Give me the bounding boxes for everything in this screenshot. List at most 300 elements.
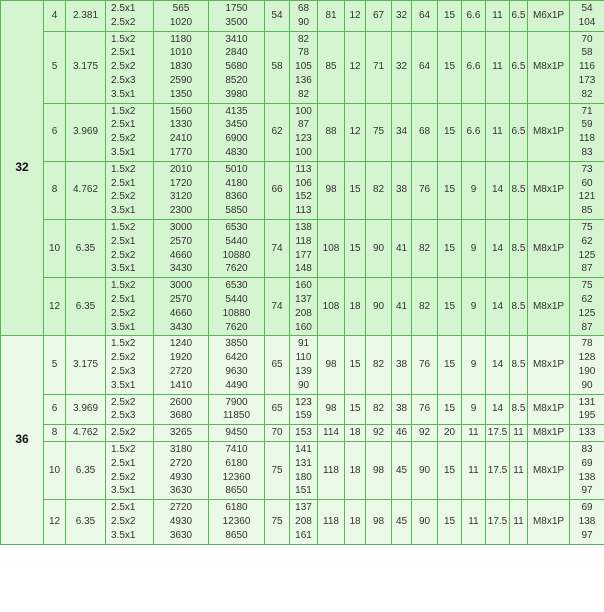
oil-hole-cell: M8x1P <box>528 394 570 425</box>
dim-x-cell: 76 <box>412 161 438 219</box>
circuits-cell <box>106 441 154 499</box>
dim-s-cell: 38 <box>392 336 412 394</box>
static-load-cell <box>209 31 265 103</box>
nut-length-cell-value: 131 <box>295 457 312 469</box>
stiffness-cell-value: 195 <box>578 410 596 422</box>
dynamic-load-cell-value: 1010 <box>169 47 193 59</box>
oil-hole-cell: M6x1P <box>528 1 570 32</box>
circuits-cell-value: 2.5x1 <box>111 235 136 247</box>
dynamic-load-cell-value: 1770 <box>169 146 193 158</box>
dynamic-load-cell-value: 1830 <box>169 61 193 73</box>
nut-length-cell-value: 177 <box>295 249 312 261</box>
nut-length-cell-value: 141 <box>295 443 312 455</box>
stiffness-cell-value: 54 <box>581 3 593 14</box>
dynamic-load-cell-value: 1330 <box>169 119 193 131</box>
flange-diameter-cell: 98 <box>318 161 345 219</box>
stiffness-cell-value: 62 <box>581 235 593 247</box>
circuits-cell-value: 3.5x1 <box>111 321 136 333</box>
table-row <box>1 1 604 32</box>
oil-hole-cell: M8x1P <box>528 336 570 394</box>
circuits-cell-value: 2.5x2 <box>111 249 136 261</box>
flange-thickness-cell: 12 <box>345 1 366 32</box>
dynamic-load-cell-value: 3265 <box>169 427 193 439</box>
nut-length-cell <box>290 278 318 336</box>
nut-length-cell <box>290 1 318 32</box>
pcd-cell: 82 <box>366 161 392 219</box>
dim-x-cell: 64 <box>412 1 438 32</box>
static-load-cell-value: 3450 <box>225 119 248 131</box>
lead-cell: 12 <box>44 500 66 544</box>
circuits-cell-value: 3.5x1 <box>111 379 136 391</box>
static-load-cell-value: 3410 <box>225 33 248 45</box>
dim-y-cell: 15 <box>438 394 462 425</box>
circuits-cell-value: 1.5x2 <box>111 221 136 233</box>
stiffness-cell-value: 90 <box>581 379 593 391</box>
dim-z-cell: 9 <box>462 336 486 394</box>
circuits-cell-value: 2.5x1 <box>111 177 136 189</box>
dim-x-cell: 90 <box>412 500 438 544</box>
stiffness-cell <box>570 103 604 161</box>
nut-diameter-cell: 65 <box>265 336 290 394</box>
nut-length-cell-value: 78 <box>297 47 310 59</box>
dim-y-cell: 15 <box>438 103 462 161</box>
dim-z-cell: 6.6 <box>462 1 486 32</box>
nut-length-cell-value: 138 <box>295 221 312 233</box>
stiffness-cell-value: 104 <box>578 16 596 28</box>
stiffness-cell <box>570 394 604 425</box>
circuits-cell-value: 2.5x2 <box>111 191 136 203</box>
static-load-cell-value: 5010 <box>225 163 248 175</box>
nut-length-cell-value: 100 <box>295 146 312 158</box>
lead-cell: 6 <box>44 103 66 161</box>
nut-length-cell-value: 151 <box>295 485 312 497</box>
static-load-cell <box>209 278 265 336</box>
nut-length-cell-value: 113 <box>295 163 312 175</box>
dim-s-cell: 32 <box>392 1 412 32</box>
dynamic-load-cell-value: 1240 <box>169 338 193 350</box>
dim-s-cell: 41 <box>392 278 412 336</box>
dim-h-cell: 14 <box>486 336 510 394</box>
static-load-cell-value: 2840 <box>225 47 248 59</box>
circuits-cell-value: 3.5x1 <box>111 263 136 275</box>
nut-diameter-cell: 62 <box>265 103 290 161</box>
dynamic-load-cell-value: 2720 <box>169 502 193 514</box>
stiffness-cell-value: 78 <box>581 338 593 350</box>
nut-diameter-cell: 75 <box>265 441 290 499</box>
circuits-cell-value: 1.5x2 <box>111 105 136 117</box>
circuits-cell <box>106 219 154 277</box>
dim-z-cell: 11 <box>462 500 486 544</box>
dim-q-cell: 6.5 <box>510 31 528 103</box>
shaft-diameter-cell: 32 <box>1 1 44 336</box>
dynamic-load-cell-value: 2010 <box>169 163 193 175</box>
dynamic-load-cell <box>154 278 209 336</box>
dim-q-cell: 11 <box>510 441 528 499</box>
stiffness-cell-value: 118 <box>579 133 595 145</box>
stiffness-cell-value: 128 <box>578 352 596 364</box>
ball-diameter-cell: 3.969 <box>66 394 106 425</box>
dynamic-load-cell <box>154 161 209 219</box>
lead-cell: 6 <box>44 394 66 425</box>
dim-x-cell: 92 <box>412 425 438 442</box>
stiffness-cell-value: 131 <box>578 396 596 408</box>
static-load-cell <box>209 219 265 277</box>
flange-thickness-cell: 15 <box>345 219 366 277</box>
static-load-cell-value: 5850 <box>225 205 248 217</box>
dynamic-load-cell <box>154 31 209 103</box>
nut-length-cell-value: 105 <box>295 61 312 73</box>
dim-q-cell: 8.5 <box>510 219 528 277</box>
nut-length-cell-value: 90 <box>297 16 310 28</box>
flange-diameter-cell: 98 <box>318 336 345 394</box>
static-load-cell-value: 4830 <box>225 146 248 158</box>
flange-thickness-cell: 18 <box>345 425 366 442</box>
dim-z-cell: 11 <box>462 441 486 499</box>
flange-thickness-cell: 12 <box>345 31 366 103</box>
dynamic-load-cell-value: 3430 <box>169 263 193 275</box>
dim-y-cell: 15 <box>438 219 462 277</box>
static-load-cell-value: 9630 <box>225 365 248 377</box>
dim-y-cell: 15 <box>438 336 462 394</box>
circuits-cell-value: 3.5x1 <box>111 485 136 497</box>
flange-diameter-cell: 118 <box>318 500 345 544</box>
static-load-cell-value: 6420 <box>225 352 248 364</box>
stiffness-cell <box>570 31 604 103</box>
ball-diameter-cell: 6.35 <box>66 278 106 336</box>
circuits-cell <box>106 394 154 425</box>
stiffness-cell-value: 97 <box>581 529 593 541</box>
ball-diameter-cell: 3.969 <box>66 103 106 161</box>
dynamic-load-cell-value: 3120 <box>169 191 193 203</box>
table-row <box>1 161 604 219</box>
static-load-cell-value: 8650 <box>225 485 248 497</box>
flange-diameter-cell: 85 <box>318 31 345 103</box>
dim-h-cell: 17.5 <box>486 500 510 544</box>
nut-diameter-cell: 58 <box>265 31 290 103</box>
static-load-cell <box>209 1 265 32</box>
static-load-cell <box>209 336 265 394</box>
dim-y-cell: 15 <box>438 31 462 103</box>
circuits-cell-value: 2.5x1 <box>111 457 136 469</box>
pcd-cell: 75 <box>366 103 392 161</box>
pcd-cell: 92 <box>366 425 392 442</box>
flange-thickness-cell: 18 <box>345 278 366 336</box>
static-load-cell <box>209 441 265 499</box>
stiffness-cell-value: 75 <box>581 221 593 233</box>
stiffness-cell-value: 97 <box>581 485 593 497</box>
ball-diameter-cell: 2.381 <box>66 1 106 32</box>
static-load-cell-value: 10880 <box>222 307 251 319</box>
dim-s-cell: 45 <box>392 500 412 544</box>
oil-hole-cell: M8x1P <box>528 441 570 499</box>
circuits-cell-value: 2.5x2 <box>111 307 136 319</box>
dim-h-cell: 17.5 <box>486 441 510 499</box>
stiffness-cell-value: 59 <box>581 119 593 131</box>
dim-y-cell: 15 <box>438 278 462 336</box>
static-load-cell-value: 8520 <box>225 74 248 86</box>
dynamic-load-cell <box>154 425 209 442</box>
table-row <box>1 394 604 425</box>
nut-diameter-cell: 70 <box>265 425 290 442</box>
pcd-cell: 67 <box>366 1 392 32</box>
circuits-cell-value: 1.5x2 <box>111 280 136 292</box>
dynamic-load-cell-value: 1560 <box>169 105 193 117</box>
dynamic-load-cell-value: 565 <box>172 3 190 14</box>
dynamic-load-cell-value: 3000 <box>169 280 193 292</box>
nut-length-cell-value: 160 <box>295 321 312 333</box>
stiffness-cell-value: 60 <box>581 177 593 189</box>
static-load-cell-value: 10880 <box>222 249 251 261</box>
stiffness-cell-value: 138 <box>578 471 596 483</box>
static-load-cell-value: 5440 <box>225 293 248 305</box>
circuits-cell-value: 2.5x2 <box>111 471 136 483</box>
stiffness-cell-value: 75 <box>581 280 593 292</box>
dim-z-cell: 9 <box>462 219 486 277</box>
dynamic-load-cell-value: 2600 <box>169 396 193 408</box>
circuits-cell-value: 2.5x2 <box>111 16 136 28</box>
stiffness-cell-value: 85 <box>581 205 593 217</box>
oil-hole-cell: M8x1P <box>528 278 570 336</box>
lead-cell: 8 <box>44 161 66 219</box>
static-load-cell-value: 7900 <box>225 396 248 408</box>
circuits-cell-value: 2.5x1 <box>111 293 136 305</box>
pcd-cell: 98 <box>366 441 392 499</box>
static-load-cell-value: 7410 <box>225 443 248 455</box>
stiffness-cell-value: 71 <box>581 105 593 117</box>
lead-cell: 10 <box>44 441 66 499</box>
static-load-cell <box>209 500 265 544</box>
stiffness-cell <box>570 500 604 544</box>
dynamic-load-cell-value: 3000 <box>169 221 193 233</box>
static-load-cell-value: 5680 <box>225 61 248 73</box>
static-load-cell-value: 6530 <box>225 221 248 233</box>
nut-length-cell-value: 106 <box>295 177 312 189</box>
dynamic-load-cell-value: 4660 <box>169 307 193 319</box>
pcd-cell: 71 <box>366 31 392 103</box>
static-load-cell-value: 4490 <box>225 379 248 391</box>
stiffness-cell-value: 82 <box>581 88 593 100</box>
stiffness-cell-value: 87 <box>581 263 593 275</box>
nut-length-cell-value: 137 <box>295 293 312 305</box>
table-row <box>1 500 604 544</box>
dim-x-cell: 76 <box>412 336 438 394</box>
nut-length-cell <box>290 31 318 103</box>
dim-y-cell: 15 <box>438 1 462 32</box>
dim-q-cell: 8.5 <box>510 394 528 425</box>
dynamic-load-cell <box>154 441 209 499</box>
static-load-cell-value: 3850 <box>225 338 248 350</box>
circuits-cell <box>106 500 154 544</box>
circuits-cell-value: 2.5x1 <box>111 502 136 514</box>
dim-q-cell: 11 <box>510 500 528 544</box>
dynamic-load-cell-value: 1720 <box>169 177 193 189</box>
circuits-cell-value: 1.5x2 <box>111 33 136 45</box>
dynamic-load-cell <box>154 219 209 277</box>
circuits-cell-value: 3.5x1 <box>111 529 136 541</box>
static-load-cell-value: 7620 <box>225 321 248 333</box>
nut-length-cell-value: 136 <box>295 74 312 86</box>
dim-q-cell: 8.5 <box>510 336 528 394</box>
dim-z-cell: 9 <box>462 161 486 219</box>
flange-thickness-cell: 15 <box>345 161 366 219</box>
dynamic-load-cell-value: 3430 <box>169 321 193 333</box>
nut-diameter-cell: 75 <box>265 500 290 544</box>
stiffness-cell <box>570 441 604 499</box>
dim-z-cell: 11 <box>462 425 486 442</box>
static-load-cell <box>209 103 265 161</box>
ball-diameter-cell: 6.35 <box>66 500 106 544</box>
static-load-cell-value: 1750 <box>225 3 248 14</box>
nut-length-cell-value: 87 <box>297 119 310 131</box>
static-load-cell <box>209 425 265 442</box>
static-load-cell-value: 7620 <box>225 263 248 275</box>
stiffness-cell-value: 83 <box>581 443 593 455</box>
dim-y-cell: 20 <box>438 425 462 442</box>
circuits-cell-value: 1.5x2 <box>111 338 136 350</box>
flange-thickness-cell: 15 <box>345 336 366 394</box>
nut-length-cell <box>290 336 318 394</box>
dynamic-load-cell-value: 3180 <box>169 443 193 455</box>
static-load-cell-value: 6530 <box>225 280 248 292</box>
dim-x-cell: 68 <box>412 103 438 161</box>
stiffness-cell-value: 73 <box>581 163 593 175</box>
dim-s-cell: 46 <box>392 425 412 442</box>
circuits-cell <box>106 103 154 161</box>
stiffness-cell-value: 125 <box>578 307 596 319</box>
stiffness-cell <box>570 1 604 32</box>
dim-x-cell: 64 <box>412 31 438 103</box>
dim-y-cell: 15 <box>438 500 462 544</box>
flange-thickness-cell: 15 <box>345 394 366 425</box>
stiffness-cell-value: 58 <box>581 47 593 59</box>
table-row <box>1 425 604 442</box>
dynamic-load-cell-value: 1180 <box>170 33 192 45</box>
dim-q-cell: 6.5 <box>510 103 528 161</box>
nut-length-cell-value: 82 <box>297 33 310 45</box>
nut-length-cell <box>290 103 318 161</box>
shaft-diameter-cell: 36 <box>1 336 44 544</box>
nut-length-cell-value: 159 <box>295 410 312 422</box>
table-row <box>1 441 604 499</box>
dynamic-load-cell-value: 4930 <box>169 515 193 527</box>
dynamic-load-cell-value: 1920 <box>169 352 193 364</box>
oil-hole-cell: M8x1P <box>528 425 570 442</box>
stiffness-cell-value: 69 <box>581 502 593 514</box>
dim-y-cell: 15 <box>438 161 462 219</box>
lead-cell: 8 <box>44 425 66 442</box>
circuits-cell-value: 2.5x1 <box>111 119 136 131</box>
table-row <box>1 31 604 103</box>
stiffness-cell-value: 125 <box>578 249 596 261</box>
nut-diameter-cell: 65 <box>265 394 290 425</box>
static-load-cell-value: 8650 <box>225 529 248 541</box>
pcd-cell: 90 <box>366 278 392 336</box>
circuits-cell <box>106 425 154 442</box>
stiffness-cell-value: 190 <box>578 365 596 377</box>
circuits-cell-value: 2.5x1 <box>111 47 136 59</box>
stiffness-cell-value: 116 <box>579 61 595 73</box>
dim-q-cell: 8.5 <box>510 161 528 219</box>
stiffness-cell-value: 138 <box>578 515 596 527</box>
circuits-cell-value: 2.5x2 <box>111 396 136 408</box>
dim-z-cell: 9 <box>462 278 486 336</box>
dim-s-cell: 38 <box>392 394 412 425</box>
dim-z-cell: 9 <box>462 394 486 425</box>
nut-length-cell <box>290 441 318 499</box>
circuits-cell-value: 2.5x2 <box>111 61 136 73</box>
dynamic-load-cell <box>154 394 209 425</box>
dim-q-cell: 8.5 <box>510 278 528 336</box>
static-load-cell-value: 12360 <box>222 515 251 527</box>
nut-diameter-cell: 66 <box>265 161 290 219</box>
stiffness-cell <box>570 425 604 442</box>
circuits-cell <box>106 31 154 103</box>
nut-length-cell-value: 137 <box>295 502 312 514</box>
nut-length-cell <box>290 219 318 277</box>
circuits-cell-value: 2.5x3 <box>111 74 136 86</box>
nut-diameter-cell: 54 <box>265 1 290 32</box>
nut-length-cell-value: 161 <box>295 529 312 541</box>
dynamic-load-cell-value: 4660 <box>169 249 193 261</box>
dim-y-cell: 15 <box>438 441 462 499</box>
nut-length-cell-value: 208 <box>295 307 312 319</box>
nut-length-cell-value: 153 <box>295 427 312 439</box>
dynamic-load-cell-value: 1410 <box>169 379 193 391</box>
stiffness-cell-value: 87 <box>581 321 593 333</box>
nut-length-cell-value: 160 <box>295 280 312 292</box>
dim-z-cell: 6.6 <box>462 103 486 161</box>
stiffness-cell <box>570 278 604 336</box>
table-row <box>1 278 604 336</box>
nut-length-cell <box>290 425 318 442</box>
dynamic-load-cell <box>154 103 209 161</box>
nut-length-cell-value: 152 <box>295 191 312 203</box>
pcd-cell: 90 <box>366 219 392 277</box>
static-load-cell-value: 12360 <box>222 471 251 483</box>
static-load-cell-value: 11850 <box>222 410 251 422</box>
table-body <box>1 1 604 545</box>
static-load-cell-value: 8360 <box>225 191 248 203</box>
nut-length-cell-value: 90 <box>297 379 310 391</box>
circuits-cell-value: 2.5x1 <box>111 3 136 14</box>
static-load-cell-value: 4180 <box>225 177 248 189</box>
dim-s-cell: 34 <box>392 103 412 161</box>
nut-diameter-cell: 74 <box>265 278 290 336</box>
dynamic-load-cell-value: 2720 <box>169 457 193 469</box>
circuits-cell-value: 3.5x1 <box>111 146 136 158</box>
dynamic-load-cell <box>154 1 209 32</box>
dynamic-load-cell-value: 2590 <box>169 74 193 86</box>
lead-cell: 4 <box>44 1 66 32</box>
circuits-cell-value: 2.5x3 <box>111 410 136 422</box>
circuits-cell-value: 2.5x2 <box>111 427 136 439</box>
flange-diameter-cell: 88 <box>318 103 345 161</box>
flange-thickness-cell: 12 <box>345 103 366 161</box>
flange-thickness-cell: 18 <box>345 500 366 544</box>
circuits-cell-value: 2.5x2 <box>111 515 136 527</box>
oil-hole-cell: M8x1P <box>528 161 570 219</box>
lead-cell: 5 <box>44 336 66 394</box>
dim-x-cell: 90 <box>412 441 438 499</box>
dim-s-cell: 45 <box>392 441 412 499</box>
static-load-cell-value: 6180 <box>225 502 248 514</box>
dynamic-load-cell <box>154 500 209 544</box>
circuits-cell-value: 2.5x2 <box>111 352 136 364</box>
dim-z-cell: 6.6 <box>462 31 486 103</box>
nut-length-cell-value: 82 <box>297 88 310 100</box>
dynamic-load-cell-value: 3630 <box>169 529 193 541</box>
stiffness-cell-value: 83 <box>581 146 593 158</box>
